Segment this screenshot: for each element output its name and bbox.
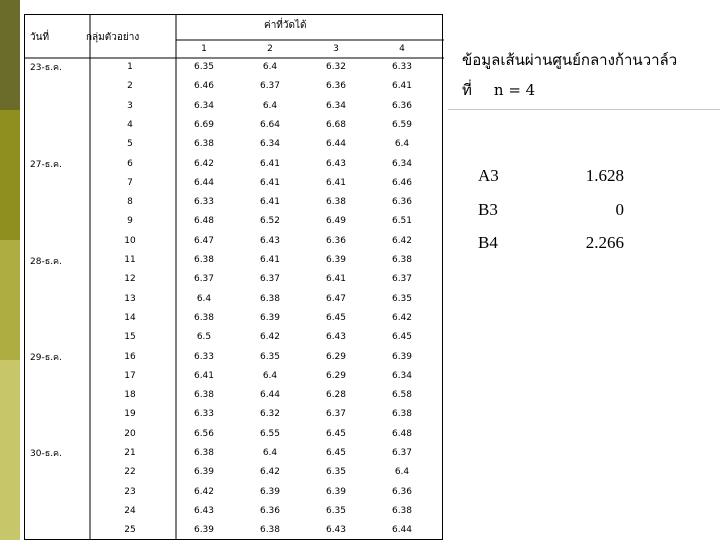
sample-number: 24 [124, 505, 136, 516]
sub-header-1: 1 [201, 44, 207, 54]
measurement-cell: 6.41 [259, 197, 281, 208]
measurement-cell: 6.45 [325, 312, 347, 323]
panel-subtitle-prefix: ที่ [462, 81, 472, 99]
measurement-cell: 6.41 [193, 370, 215, 381]
measurement-cell: 6.36 [391, 197, 413, 208]
measurement-cell: 6.38 [259, 293, 281, 304]
measurement-cell: 6.59 [391, 119, 413, 130]
sample-number: 4 [127, 119, 133, 130]
measurement-cell: 6.47 [193, 235, 215, 246]
values-group-header: ค่าที่วัดได้ [264, 20, 307, 31]
measurement-cell: 6.43 [325, 332, 347, 343]
measurement-cell: 6.45 [325, 448, 347, 458]
result-name-b3: B3 [478, 200, 498, 219]
sub-header-2: 2 [267, 44, 273, 54]
measurement-cell: 6.41 [325, 274, 347, 285]
measurement-cell: 6.37 [193, 274, 215, 285]
measurement-cell: 6.41 [259, 158, 281, 169]
measurement-cell: 6.36 [391, 486, 413, 497]
measurement-cell: 6.38 [193, 255, 215, 265]
measurement-cell: 6.4 [262, 370, 278, 381]
panel-subtitle [462, 78, 535, 102]
measurement-cell: 6.49 [325, 216, 347, 227]
measurement-cell: 6.51 [391, 216, 413, 227]
measurement-cell: 6.39 [259, 312, 281, 323]
measurement-cell: 6.39 [259, 486, 281, 497]
measurement-cell: 6.34 [391, 370, 413, 381]
sample-number: 15 [124, 332, 136, 343]
measurement-cell: 6.33 [193, 197, 215, 208]
sample-number: 2 [127, 81, 133, 92]
measurement-cell: 6.42 [391, 312, 413, 323]
date-label: 29-ธ.ค. [30, 353, 62, 363]
sample-number: 21 [124, 448, 136, 458]
sidebar-segment [0, 240, 20, 360]
sub-header-3: 3 [333, 44, 339, 54]
measurement-cell: 6.37 [259, 81, 281, 92]
measurement-cell: 6.4 [196, 293, 212, 304]
measurement-cell: 6.47 [325, 293, 347, 304]
measurement-cell: 6.4 [262, 62, 278, 72]
measurement-cell: 6.38 [193, 448, 215, 458]
measurement-cell: 6.39 [391, 351, 413, 362]
sample-number: 13 [124, 293, 136, 304]
date-column-header: วันที่ [30, 32, 50, 43]
measurement-cell: 6.38 [391, 255, 413, 265]
measurement-cell: 6.39 [193, 525, 215, 536]
measurement-cell: 6.41 [259, 255, 281, 265]
measurement-cell: 6.44 [193, 177, 215, 188]
measurement-cell: 6.46 [193, 81, 215, 92]
measurement-cell: 6.52 [259, 216, 281, 227]
measurement-cell: 6.48 [193, 216, 215, 227]
date-label: 30-ธ.ค. [30, 449, 62, 459]
sample-number: 18 [124, 390, 136, 401]
measurement-cell: 6.38 [193, 139, 215, 150]
measurement-cell: 6.34 [193, 100, 215, 111]
sample-number: 3 [127, 100, 133, 111]
measurement-cell: 6.39 [325, 486, 347, 497]
measurement-cell: 6.43 [325, 158, 347, 169]
panel-title: ข้อมูลเส้นผ่านศูนย์กลางก้านวาล์ว [462, 51, 678, 69]
measurement-cell: 6.38 [391, 409, 413, 420]
divider [448, 109, 720, 110]
measurement-cell: 6.38 [193, 312, 215, 323]
date-label: 28-ธ.ค. [30, 257, 62, 267]
sample-number: 7 [127, 177, 133, 188]
measurement-cell: 6.58 [391, 390, 413, 401]
date-label: 23-ธ.ค. [30, 63, 62, 73]
measurement-cell: 6.37 [391, 448, 413, 458]
sample-number: 8 [127, 197, 133, 208]
measurement-cell: 6.42 [391, 235, 413, 246]
measurement-cell: 6.68 [325, 119, 347, 130]
sample-number: 20 [124, 428, 136, 439]
result-name-a3: A3 [478, 166, 499, 185]
measurement-cell: 6.39 [325, 255, 347, 265]
measurement-cell: 6.45 [391, 332, 413, 343]
sample-number: 23 [124, 486, 136, 497]
result-value-b4: 2.266 [585, 233, 624, 252]
measurement-cell: 6.33 [391, 62, 413, 72]
measurement-cell: 6.35 [325, 467, 347, 478]
measurement-cell: 6.44 [391, 525, 413, 536]
sample-number: 6 [127, 158, 133, 169]
sample-column-header: กลุ่มตัวอย่าง [86, 32, 140, 43]
measurement-cell: 6.45 [325, 428, 347, 439]
sample-number: 25 [124, 525, 136, 536]
measurement-cell: 6.43 [259, 235, 281, 246]
measurement-cell: 6.35 [193, 62, 215, 72]
measurement-cell: 6.48 [391, 428, 413, 439]
measurement-cell: 6.36 [325, 81, 347, 92]
sample-number: 1 [127, 62, 133, 72]
sample-number: 14 [124, 312, 136, 323]
measurement-cell: 6.33 [193, 351, 215, 362]
measurement-cell: 6.38 [259, 525, 281, 536]
measurement-cell: 6.42 [193, 486, 215, 497]
measurement-cell: 6.44 [259, 390, 281, 401]
measurement-cell: 6.46 [391, 177, 413, 188]
measurement-cell: 6.35 [391, 293, 413, 304]
measurement-cell: 6.37 [259, 274, 281, 285]
measurement-cell: 6.4 [262, 448, 278, 458]
measurement-cell: 6.4 [394, 467, 410, 478]
sample-number: 17 [124, 370, 136, 381]
sub-header-4: 4 [399, 44, 405, 54]
measurement-cell: 6.38 [391, 505, 413, 516]
measurement-cell: 6.36 [259, 505, 281, 516]
sidebar-segment [0, 110, 20, 240]
measurement-cell: 6.44 [325, 139, 347, 150]
measurement-cell: 6.41 [391, 81, 413, 92]
result-name-b4: B4 [478, 233, 498, 252]
sample-number: 11 [124, 255, 136, 265]
measurement-cell: 6.36 [325, 235, 347, 246]
measurement-cell: 6.28 [325, 390, 347, 401]
result-value-b3: 0 [615, 200, 624, 219]
sample-number: 9 [127, 216, 133, 227]
measurement-cell: 6.29 [325, 370, 347, 381]
measurement-cell: 6.41 [259, 177, 281, 188]
measurement-cell: 6.41 [325, 177, 347, 188]
measurement-cell: 6.32 [325, 62, 347, 72]
measurement-cell: 6.35 [325, 505, 347, 516]
measurement-cell: 6.34 [391, 158, 413, 169]
sample-number: 19 [124, 409, 136, 420]
measurement-cell: 6.39 [193, 467, 215, 478]
decorative-sidebar [0, 0, 20, 540]
measurement-cell: 6.36 [391, 100, 413, 111]
measurement-cell: 6.4 [394, 139, 410, 150]
measurement-cell: 6.37 [325, 409, 347, 420]
measurement-cell: 6.56 [193, 428, 215, 439]
measurement-cell: 6.33 [193, 409, 215, 420]
measurement-cell: 6.42 [259, 332, 281, 343]
measurement-cell: 6.69 [193, 119, 215, 130]
measurement-cell: 6.34 [325, 100, 347, 111]
measurement-cell: 6.38 [325, 197, 347, 208]
measurement-cell: 6.38 [193, 390, 215, 401]
sample-number: 12 [124, 274, 136, 285]
sidebar-segment [0, 0, 20, 110]
measurement-cell: 6.4 [262, 100, 278, 111]
sample-size: n = 4 [493, 81, 536, 99]
measurement-cell: 6.37 [391, 274, 413, 285]
table-grid [24, 14, 444, 540]
measurement-cell: 6.29 [325, 351, 347, 362]
data-table [24, 14, 444, 540]
sample-number: 10 [124, 235, 136, 246]
measurement-cell: 6.34 [259, 139, 281, 150]
measurement-cell: 6.43 [193, 505, 215, 516]
measurement-cell: 6.55 [259, 428, 281, 439]
date-label: 27-ธ.ค. [30, 160, 62, 170]
measurement-cell: 6.64 [259, 119, 281, 130]
measurement-cell: 6.43 [325, 525, 347, 536]
sample-number: 22 [124, 467, 136, 478]
sample-number: 16 [124, 351, 136, 362]
measurement-cell: 6.42 [259, 467, 281, 478]
sidebar-segment [0, 360, 20, 540]
measurement-cell: 6.42 [193, 158, 215, 169]
measurement-cell: 6.5 [196, 332, 212, 343]
sample-number: 5 [127, 139, 133, 150]
result-value-a3: 1.628 [585, 166, 624, 185]
measurement-cell: 6.35 [259, 351, 281, 362]
measurement-cell: 6.32 [259, 409, 281, 420]
